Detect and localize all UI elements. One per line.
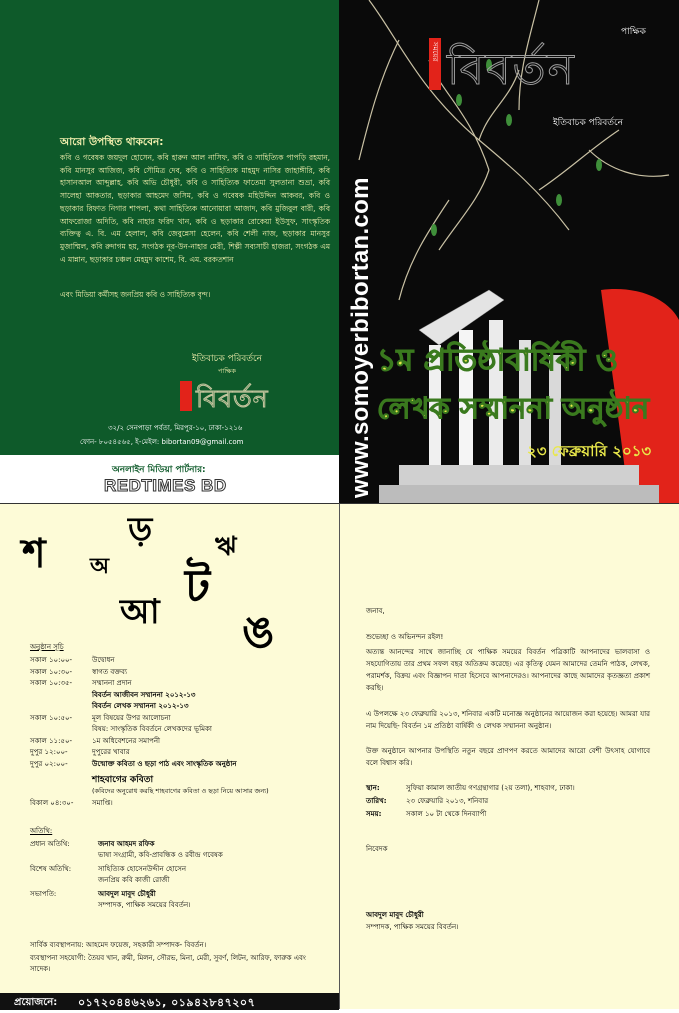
- signer-name: আবদুল মাবুদ চৌধুরী: [366, 911, 424, 919]
- masthead-title: বিবর্তন: [447, 44, 576, 95]
- contact-info: ফোন- ৮০৫৪৫৬৫, ই-মেইল: bibortan09@gmail.com: [80, 438, 244, 446]
- schedule-row: [30, 747, 330, 759]
- tagline: ইতিবাচক পরিবর্তনে: [553, 118, 624, 128]
- schedule-item: মূল বিষয়ের উপর আলোচনা: [92, 713, 171, 722]
- schedule-item: উন্মোক্ত কবিতা ও ছড়া পাঠ এবং সাংস্কৃতিক অনুষ্ঠান: [92, 759, 237, 768]
- art-letter-5: ট: [185, 559, 211, 613]
- front-cover-panel: [339, 0, 679, 503]
- logo-text: বিবর্তন: [196, 384, 269, 413]
- greeting: শুভেচ্ছা ও অভিনন্দন রইল!: [366, 633, 444, 641]
- schedule-item: বিষয়: সাংস্কৃতিক বিবর্তনে লেখকদের ভূমিকা: [92, 725, 212, 733]
- guest-row: [30, 864, 330, 886]
- date-value: ২৩ ফেব্রুয়ারি ২০১৩, শনিবার: [406, 797, 489, 805]
- guests-list: [30, 839, 330, 911]
- letter-paragraph-2: এ উপলক্ষে ২৩ ফেব্রুয়ারি ২০১৩, শনিবার একটি মনোজ্ঞ অনুষ্ঠানের আয়োজন করা হয়েছে। আমরা যার নাম দিয়েছি- বিবর্তন ১ম প্রতিষ্ঠা বার্ষিকী ও লেখক সম্মাননা অনুষ্ঠান।: [366, 710, 650, 730]
- time-value: সকাল ১০ টা থেকে দিনব্যাপী: [406, 810, 487, 818]
- schedule-time: দুপুর ০২:০০-: [30, 759, 68, 768]
- guest-name: সাহিত্যিক হোসেনউদ্দীন হোসেন: [98, 865, 187, 873]
- schedule-item: উদ্বোধন: [92, 656, 115, 664]
- schedule-row: [30, 713, 330, 725]
- schedule-time: দুপুর ১২:০০-: [30, 748, 68, 756]
- schedule-time: [30, 724, 92, 736]
- paksik-label: পাক্ষিক: [218, 367, 236, 375]
- redtimes-logo: REDTIMES BD: [104, 476, 227, 495]
- event-title-line2: লেখক সম্মাননা অনুষ্ঠান: [377, 391, 650, 425]
- management-line: সার্বিক ব্যবস্থাপনায়: আহমেদ ফয়েজ, সহকারী সম্পাদক- বিবর্তন।: [30, 941, 207, 949]
- schedule-time: সকাল ১০:৩৫-: [30, 679, 73, 687]
- venue-label: স্থান:: [366, 784, 380, 792]
- also-present-heading: আরো উপস্থিত থাকবেন:: [60, 136, 164, 148]
- guest-desc: জনপ্রিয় কবি কাজী রোজী: [98, 876, 170, 884]
- schedule-item: স্বাগত বক্তব্য: [92, 667, 127, 676]
- also-present-closing: এবং মিডিয়া কর্মীসহ জনপ্রিয় কবি ও সাহিত্যিক বৃন্দ।: [60, 290, 211, 299]
- poem-note: (কবিদের অনুরোধ করছি শাহবাগের কবিতা ও ছড়া নিয়ে আসার জন্য): [92, 787, 269, 795]
- partner-strip-divider: [0, 450, 339, 455]
- event-date: ২৩ ফেব্রুয়ারি ২০১৩: [527, 442, 652, 460]
- partner-strip: [0, 450, 339, 503]
- end-row: [30, 798, 113, 809]
- guests-heading: অতিথি:: [30, 827, 53, 835]
- guest-desc: ভাষা সংগ্রামী, কবি-প্রাবন্ধিক ও রবীন্দ্র গবেষক: [98, 851, 223, 859]
- guest-role: সভাপতি:: [30, 890, 57, 898]
- logo-red-bar: [180, 381, 192, 411]
- phone-numbers: ০১৭২০৪৪৬২৬১, ০১৯৪২৮৪৭২০৭: [78, 996, 256, 1009]
- letter-paragraph-1: অত্যন্ত আনন্দের সাথে জানাচ্ছি যে পাক্ষিক সময়ের বিবর্তন পত্রিকাটি আপনাদের ভালবাসা ও সহযোগিতায় তার প্রথম সফল বছর অতিক্রম করেছে। এর কৃতিত্ব যেমন আমাদের তেমনি পাঠক, লেখক, পরামর্শক, বিক্রয় এবং বিজ্ঞাপন দাতা হিসেবে আপনাদেরও। আপনাদের কাছে আমাদের কৃতজ্ঞতা প্রকাশ করছি।: [366, 648, 650, 692]
- schedule-row: [30, 736, 330, 748]
- schedule-row: [30, 759, 330, 771]
- phone-strip: [0, 993, 339, 1010]
- schedule-row: [30, 655, 330, 667]
- schedule-item: বিবর্তন আজীবন সম্মাননা ২০১২-১৩: [92, 690, 196, 699]
- guest-row: [30, 839, 330, 861]
- also-present-list: কবি ও গবেষক জয়দুল হোসেন, কবি হারুন আল নাসিফ, কবি ও সাহিত্যিক পাপড়ি রহমান, কবি মানসুর আজিজ, কবি সৌমিত্র দেব, কবি ও সাহিত্যিক মাহমুদ নাসির জাহাঙ্গীরি, কবি হাসানআল আব্দুল্লাহ, কবি অভি চৌধুরী, কবি ও সাহিত্যিক ফাতেমা সুলতানা শুভ্রা, কবি সালেহা আকতার, ছড়াকার আহমেদ জসিম, কবি ও গবেষক মহিউদ্দিন আকবর, কবি ও ছড়াকার রিফাত নিগার শাপলা, কথা সাহিত্যিক আনোয়ারা আজাদ, কবি মুজিবুল বারী, কবি আফরোজা অদিতি, কবি নাহার ফরিদ খান, কবি ও ছড়াকার রোকেয়া ইউসুফ, সাংস্কৃতিক ব্যক্তিত্ব এ. বি. এম হেলাল, কবি জেবুন্নেসা হেলেন, কবি শেলী নাজ, ছড়াকার মানসুর মুজাম্মিল, কবি রুদাগম হয়, সংগঠক নূর-উন-নাহার মেরী, শিল্পী সব্যসাচী হাজরা, সংগঠক এম এ মান্নান, ছড়াকার চঞ্চল মেহমুদ কাশেম, বি. এম. বরকতশান: [60, 153, 330, 264]
- schedule-item: বিবর্তন লেখক সম্মাননা ২০১২-১৩: [92, 702, 189, 710]
- website-vertical: www.somoyerbibortan.com: [347, 177, 374, 498]
- event-details: [366, 783, 656, 822]
- schedule-time: [30, 701, 92, 713]
- event-title-line1: ১ম প্রতিষ্ঠাবার্ষিকী ও: [377, 343, 618, 378]
- schedule-row: [30, 701, 330, 713]
- sign-prefix: নিবেদক: [366, 845, 388, 853]
- signer-title: সম্পাদক, পাক্ষিক সময়ের বিবর্তন।: [366, 923, 459, 931]
- schedule-item: সম্মাননা প্রদান: [92, 679, 132, 687]
- schedule-list: [30, 655, 330, 770]
- salutation: জনাব,: [366, 607, 385, 615]
- letter-paragraph-3: উক্ত অনুষ্ঠানে আপনার উপস্থিতি নতুন বছরে প্রাণপণ করতে আমাদের আরো বেশী উৎসাহ যোগাবে বলে বিশ্বাস করি।: [366, 747, 650, 767]
- time-row: [366, 809, 656, 822]
- date-row: [366, 796, 656, 809]
- tagline: ইতিবাচক পরিবর্তনে: [192, 354, 263, 364]
- phone-label: প্রয়োজনে:: [14, 997, 58, 1008]
- schedule-time: [30, 690, 92, 702]
- guest-row: [30, 889, 330, 911]
- guest-name: জনাব আহমদ রফিক: [98, 840, 155, 848]
- art-letter-6: আ: [120, 592, 160, 632]
- partner-label: অনলাইন মিডিয়া পার্টনার:: [112, 465, 206, 475]
- schedule-row: [30, 724, 330, 736]
- end-item: সমাপ্তি।: [92, 799, 113, 807]
- invitation-letter-panel: [339, 503, 679, 1009]
- schedule-heading: অনুষ্ঠান সূচি: [30, 643, 64, 651]
- venue-value: সুফিয়া কামাল জাতীয় গণগ্রন্থাগার (২য় তলা), শাহবাগ, ঢাকা।: [406, 784, 575, 792]
- masthead-small: সময়ের: [431, 42, 439, 62]
- schedule-item: ১ম অধিবেশনের সমাপনী: [92, 736, 161, 745]
- assistants-line: ব্যবস্থাপনা সহযোগী: তৈয়ব খান, রুমী, মিলন, সৌরভ, মিনা, মেরী, সুবর্ণ, লিটন, আরিফ, ফারুক এবং সাদেক।: [30, 954, 306, 973]
- schedule-time: সকাল ১০:৫০-: [30, 713, 73, 722]
- schedule-row: [30, 678, 330, 690]
- schedule-time: সকাল ১০:৩০-: [30, 667, 73, 676]
- guest-name: আবদুল মাবুদ চৌধুরী: [98, 890, 156, 898]
- program-panel: [0, 503, 339, 1010]
- guest-role: প্রধান অতিথি:: [30, 840, 70, 848]
- bibortan-logo: [180, 377, 276, 417]
- schedule-time: সকাল ১০:০০-: [30, 656, 73, 664]
- back-cover-panel: [0, 0, 339, 503]
- art-letter-1: শ: [22, 531, 46, 577]
- art-letter-2: ড়: [128, 510, 153, 550]
- guest-desc: সম্পাদক, পাক্ষিক সময়ের বিবর্তন।: [98, 901, 191, 909]
- art-letter-3: ঋ: [215, 532, 237, 562]
- art-letter-4: অ: [90, 554, 110, 579]
- guest-role: বিশেষ অতিথি:: [30, 865, 72, 873]
- venue-row: [366, 783, 656, 796]
- schedule-item: দুপুরের খাবার: [92, 748, 130, 756]
- time-label: সময়:: [366, 810, 382, 818]
- schedule-row: [30, 690, 330, 702]
- masthead-red-bar: [429, 38, 441, 90]
- schedule-time: সকাল ১১:৫০-: [30, 736, 73, 745]
- address: ৩২/২ সেনপাড়া পর্বতা, মিরপুর-১০, ঢাকা-১২১৬: [108, 424, 243, 432]
- schedule-row: [30, 667, 330, 679]
- art-letter-7: ঙ: [242, 607, 275, 658]
- paksik-label: পাক্ষিক: [621, 27, 646, 37]
- date-label: তারিখ:: [366, 797, 387, 805]
- end-time: বিকাল ০৪:৩০-: [30, 799, 74, 807]
- poem-heading: শাহবাগের কবিতা: [92, 775, 154, 785]
